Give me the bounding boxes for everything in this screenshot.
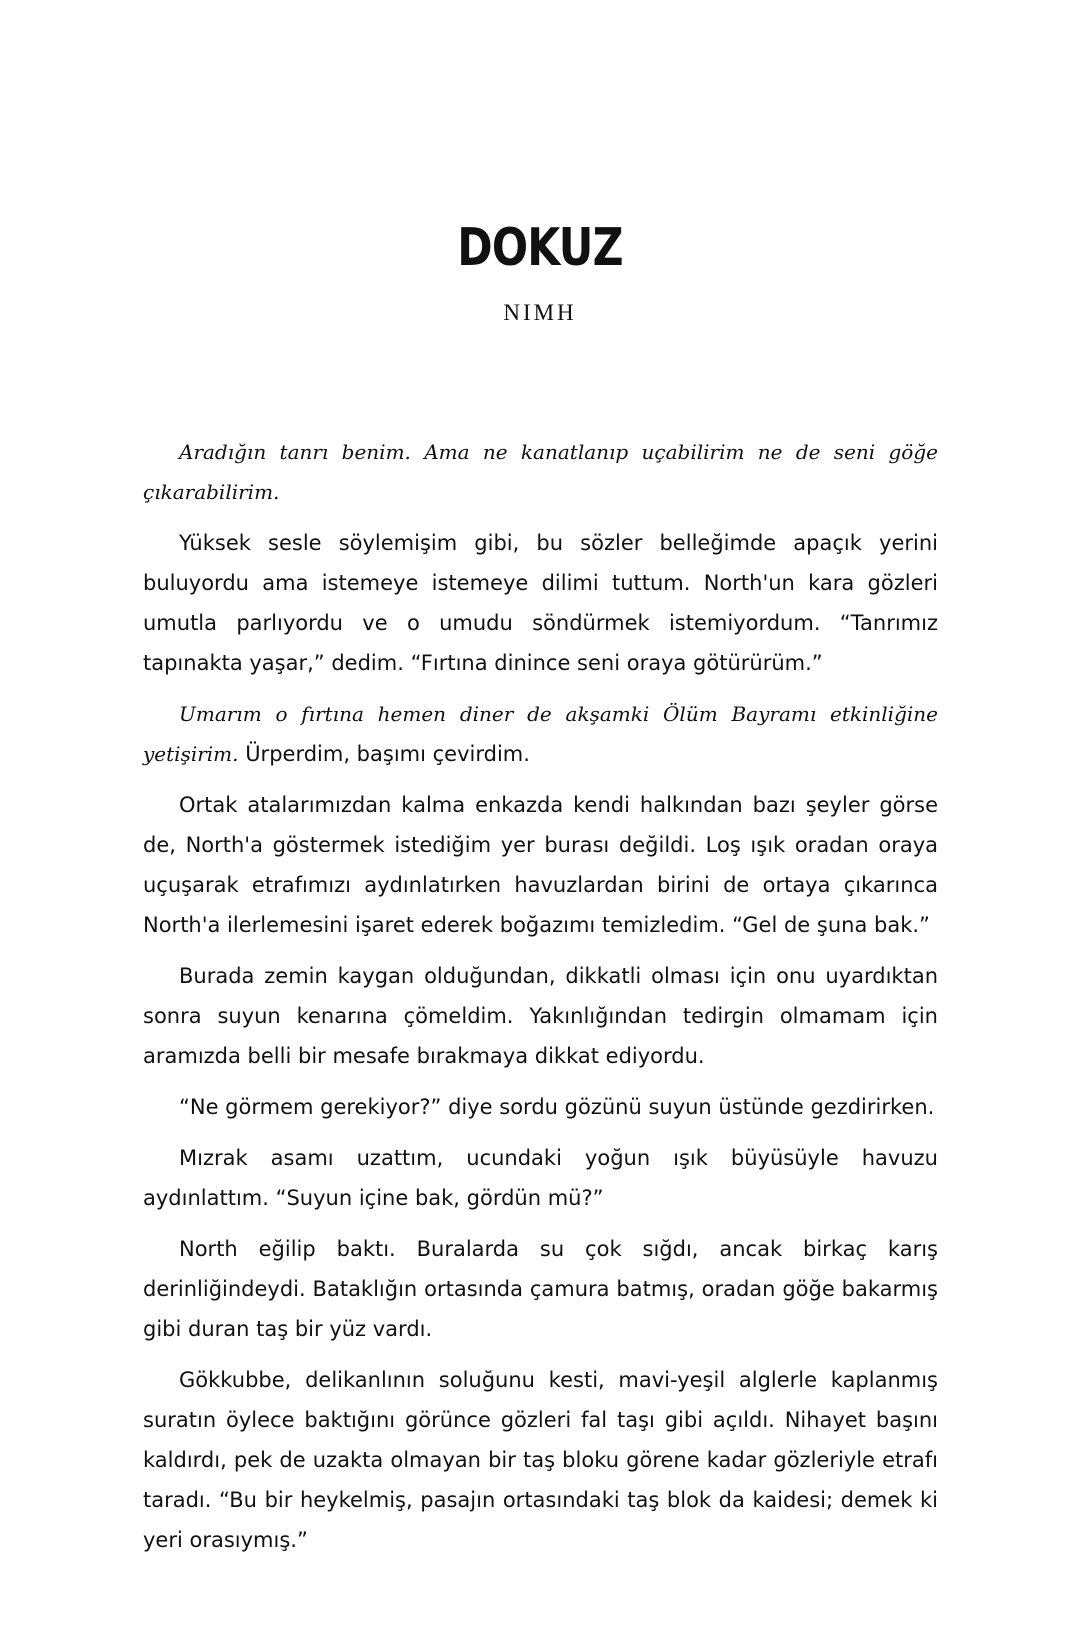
paragraph-text: Mızrak asamı uzattım, ucundaki yoğun ışık büyüsüyle havuzu aydınlattım. “Suyun içine bak, gördün mü?” <box>143 1146 938 1210</box>
paragraph <box>143 785 938 945</box>
paragraph <box>143 432 938 512</box>
paragraph-text: Ortak atalarımızdan kalma enkazda kendi halkından bazı şeyler görse de, North'a göstermek istediğim yer burası değildi. Loş ışık oradan oraya uçuşarak etrafımızı aydınlatırken havuzlardan birini de ortaya çıkarınca North'a ilerlemesini işaret ederek boğazımı temizledim. “Gel de şuna bak.” <box>143 793 938 937</box>
chapter-title: DOKUZ <box>457 218 623 278</box>
paragraph-text: “Ne görmem gerekiyor?” diye sordu gözünü suyun üstünde gezdirirken. <box>179 1095 935 1119</box>
paragraph <box>143 956 938 1076</box>
paragraph <box>143 1229 938 1349</box>
paragraph-italic: Umarım o fırtına hemen diner de akşamki Ölüm Bayramı etkinliğine yetişirim. <box>143 702 938 766</box>
paragraph-text: Yüksek sesle söylemişim gibi, bu sözler belleğimde apaçık yerini buluyordu ama istemeye istemeye dilimi tuttum. North'un kara gözleri umutla parlıyordu ve o umudu söndürmek istemiyordum. “Tanrımız tapınakta yaşar,” dedim. “Fırtına dinince seni oraya götürürüm.” <box>143 531 938 675</box>
paragraph <box>143 694 938 774</box>
chapter-subtitle: NIMH <box>503 300 577 325</box>
paragraph <box>143 1360 938 1560</box>
paragraph-text: Burada zemin kaygan olduğundan, dikkatli olması için onu uyardıktan sonra suyun kenarına çömeldim. Yakınlığından tedirgin olmamam için aramızda belli bir mesafe bırakmaya dikkat ediyordu. <box>143 964 938 1068</box>
paragraph-italic: Aradığın tanrı benim. Ama ne kanatlanıp uçabilirim ne de seni göğe çıkarabilirim. <box>143 440 938 504</box>
paragraph-text: North eğilip baktı. Buralarda su çok sığdı, ancak birkaç karış derinliğindeydi. Bataklığın ortasında çamura batmış, oradan göğe bakarmış gibi duran taş bir yüz vardı. <box>143 1237 938 1341</box>
paragraph <box>143 1138 938 1218</box>
paragraph <box>143 523 938 683</box>
paragraph-text: Ürperdim, başımı çevirdim. <box>238 742 530 766</box>
paragraph-text: Gökkubbe, delikanlının soluğunu kesti, mavi-yeşil alglerle kaplanmış suratın öylece baktığını görünce gözleri fal taşı gibi açıldı. Nihayet başını kaldırdı, pek de uzakta olmayan bir taş bloku görene kadar gözleriyle etrafı taradı. “Bu bir heykelmiş, pasajın ortasındaki taş blok da kaidesi; demek ki yeri orasıymış.” <box>143 1368 938 1552</box>
body-text <box>143 432 938 1571</box>
paragraph <box>143 1087 938 1127</box>
